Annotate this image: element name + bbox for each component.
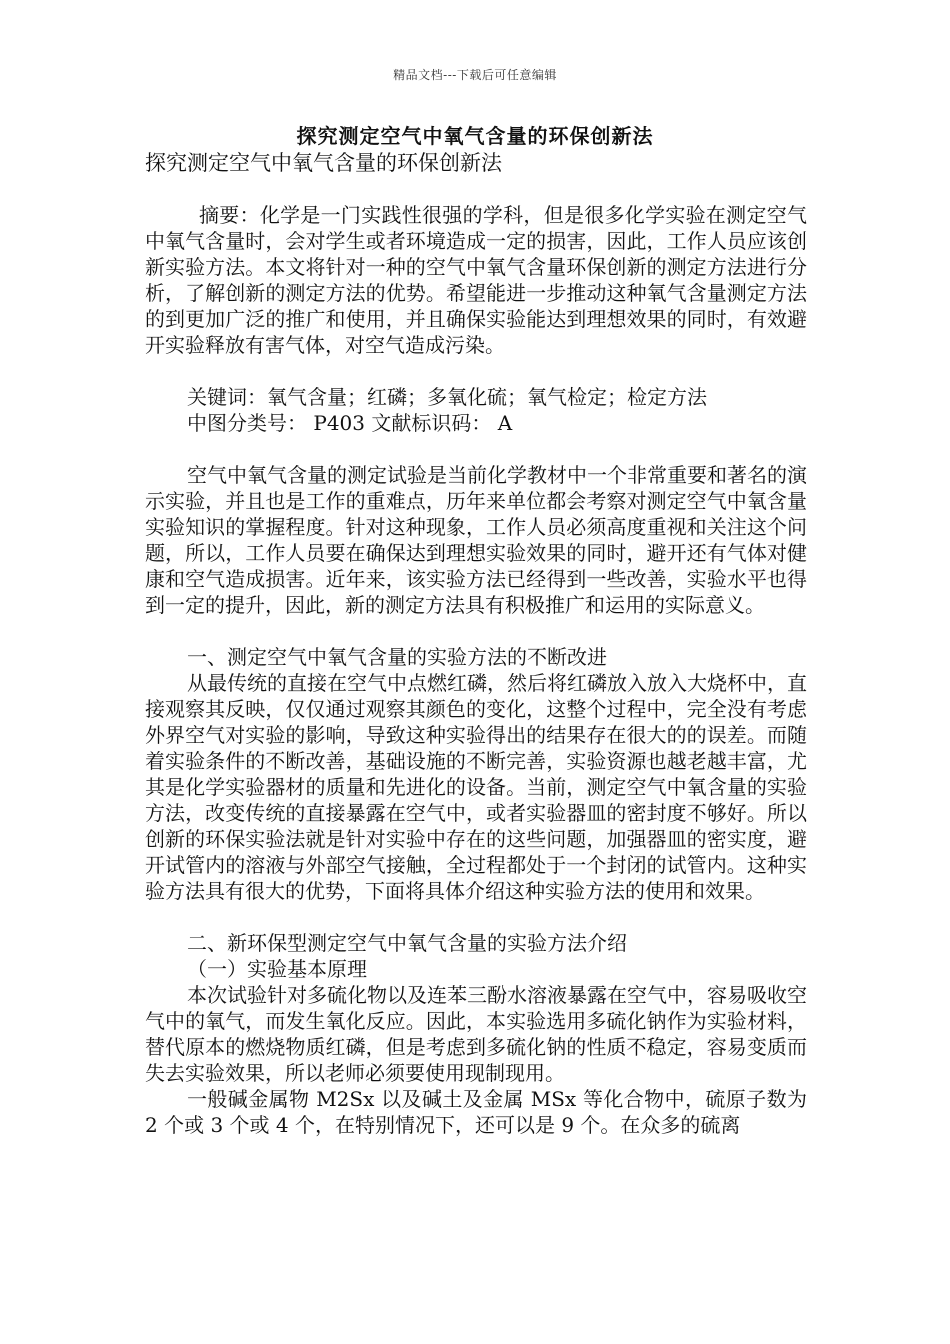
intro-paragraph: 空气中氧气含量的测定试验是当前化学教材中一个非常重要和著名的演示实验，并且也是工作的重难点，历年来单位都会考察对测定空气中氧含量实验知识的掌握程度。针对这种现象，工作人员必须高度重视和关注这个问题，所以，工作人员要在确保达到理想实验效果的同时，避开还有气体对健康和空气造成损害。近年来，该实验方法已经得到一些改善，实验水平也得到一定的提升，因此，新的测定方法具有积极推广和运用的实际意义。 [145,463,807,617]
spacer [145,358,807,384]
document-title: 探究测定空气中氧气含量的环保创新法 [296,124,654,148]
spacer [145,176,807,202]
section-2-paragraph-1: 本次试验针对多硫化物以及连苯三酚水溶液暴露在空气中，容易吸收空气中的氧气，而发生氧化反应。因此，本实验选用多硫化钠作为实验材料，替代原本的燃烧物质红磷，但是考虑到多硫化钠的性质不稳定，容易变质而失去实验效果，所以老师必须要使用现制现用。 [145,983,807,1085]
abstract-paragraph: 摘要：化学是一门实践性很强的学科，但是很多化学实验在测定空气中氧气含量时，会对学生或者环境造成一定的损害，因此，工作人员应该创新实验方法。本文将针对一种的空气中氧气含量环保创新的测定方法进行分析，了解创新的测定方法的优势。希望能进一步推动这种氧气含量测定方法的到更加广泛的推广和使用，并且确保实验能达到理想效果的同时，有效避开实验释放有害气体，对空气造成污染。 [145,203,807,357]
section-1-heading: 一、测定空气中氧气含量的实验方法的不断改进 [187,645,607,669]
keywords-line: 关键词：氧气含量；红磷；多氧化硫；氧气检定；检定方法 [187,385,707,409]
section-2-subheading: （一）实验基本原理 [187,957,367,981]
classification-line: 中图分类号： P403 文献标识码： A [187,411,513,435]
page-header: 精品文档---下载后可任意编辑 [393,68,557,82]
document-body [145,150,807,1138]
spacer [145,904,807,930]
section-1-paragraph: 从最传统的直接在空气中点燃红磷，然后将红磷放入放入大烧杯中，直接观察其反映，仅仅通过观察其颜色的变化，这整个过程中，完全没有考虑外界空气对实验的影响，导致这种实验得出的结果存在很大的的误差。而随着实验条件的不断改善，基础设施的不断完善，实验资源也越老越丰富，尤其是化学实验器材的质量和先进化的设备。当前，测定空气中氧含量的实验方法，改变传统的直接暴露在空气中，或者实验器皿的密封度不够好。所以创新的环保实验法就是针对实验中存在的这些问题，加强器皿的密实度，避开试管内的溶液与外部空气接触，全过程都处于一个封闭的试管内。这种实验方法具有很大的优势，下面将具体介绍这种实验方法的使用和效果。 [145,671,807,903]
spacer [145,618,807,644]
section-2-paragraph-2: 一般碱金属物 M2Sx 以及碱土及金属 MSx 等化合物中，硫原子数为 2 个或 3 个或 4 个，在特别情况下，还可以是 9 个。在众多的硫离 [145,1087,807,1137]
document-subtitle: 探究测定空气中氧气含量的环保创新法 [145,151,502,175]
spacer [145,436,807,462]
section-2-heading: 二、新环保型测定空气中氧气含量的实验方法介绍 [187,931,627,955]
